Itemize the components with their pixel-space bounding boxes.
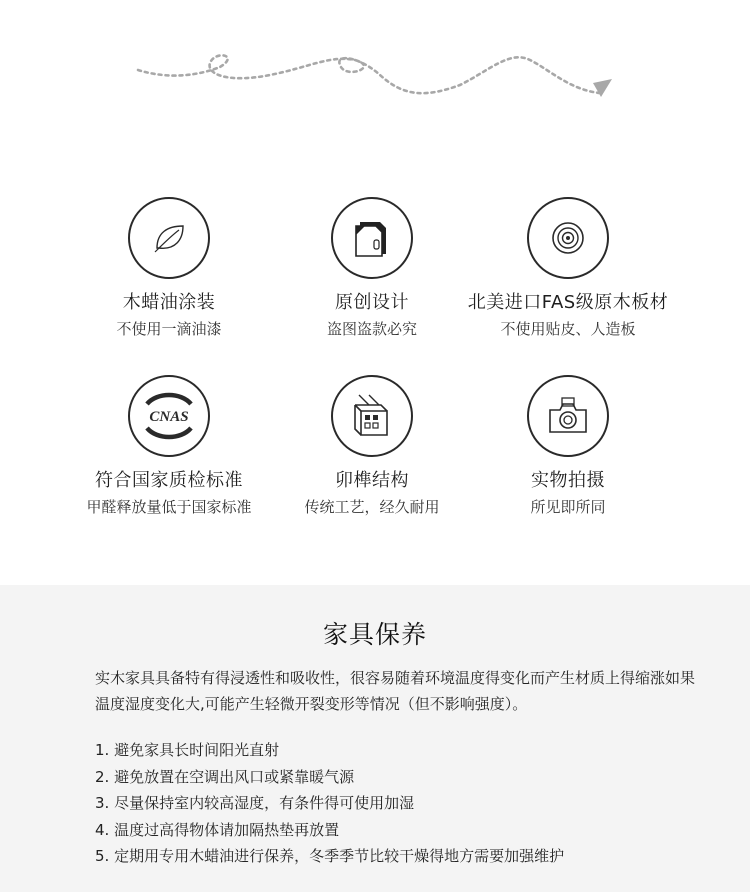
care-intro: 实木家具具备特有得浸透性和吸收性，很容易随着环境温度得变化而产生材质上得缩涨如果温度湿度变化大,可能产生轻微开裂变形等情况（但不影响强度）。 — [95, 669, 696, 713]
care-list-item: 2. 避免放置在空调出风口或紧靠暖气源 — [95, 767, 355, 786]
care-list-item: 1. 避免家具长时间阳光直射 — [95, 741, 280, 759]
care-list-item: 3. 尽量保持室内较高湿度，有条件得可使用加湿 — [95, 794, 415, 812]
feature-title: 木蜡油涂装 — [122, 292, 216, 313]
feature-subtitle: 传统工艺，经久耐用 — [304, 498, 440, 516]
joint-icon — [331, 375, 413, 457]
care-list — [95, 737, 695, 870]
feature-title: 实物拍摄 — [531, 470, 605, 491]
feature-subtitle: 所见即所同 — [530, 498, 606, 516]
cnas-text: CNAS — [149, 409, 189, 425]
care-section — [0, 585, 750, 892]
feature-item — [443, 197, 693, 339]
feature-title: 原创设计 — [335, 292, 409, 313]
camera-icon — [527, 375, 609, 457]
care-title: 家具保养 — [322, 620, 427, 649]
leaf-icon — [128, 197, 210, 279]
cnas-icon — [128, 375, 210, 457]
feature-subtitle: 甲醛释放量低于国家标准 — [86, 498, 252, 516]
care-list-item: 4. 温度过高得物体请加隔热垫再放置 — [95, 820, 340, 839]
feature-title: 北美进口FAS级原木板材 — [467, 292, 669, 313]
feature-subtitle: 不使用贴皮、人造板 — [500, 320, 636, 338]
document-icon — [331, 197, 413, 279]
feature-subtitle: 不使用一滴油漆 — [116, 320, 222, 338]
feature-subtitle: 盗图盗款必究 — [326, 320, 417, 338]
wood-rings-icon — [527, 197, 609, 279]
feature-item — [443, 375, 693, 517]
feature-title: 符合国家质检标准 — [95, 470, 243, 491]
dotted-path-arrow-icon — [130, 45, 620, 115]
care-list-item: 5. 定期用专用木蜡油进行保养，冬季季节比较干燥得地方需要加强维护 — [95, 847, 565, 865]
feature-title: 卯榫结构 — [335, 470, 409, 491]
